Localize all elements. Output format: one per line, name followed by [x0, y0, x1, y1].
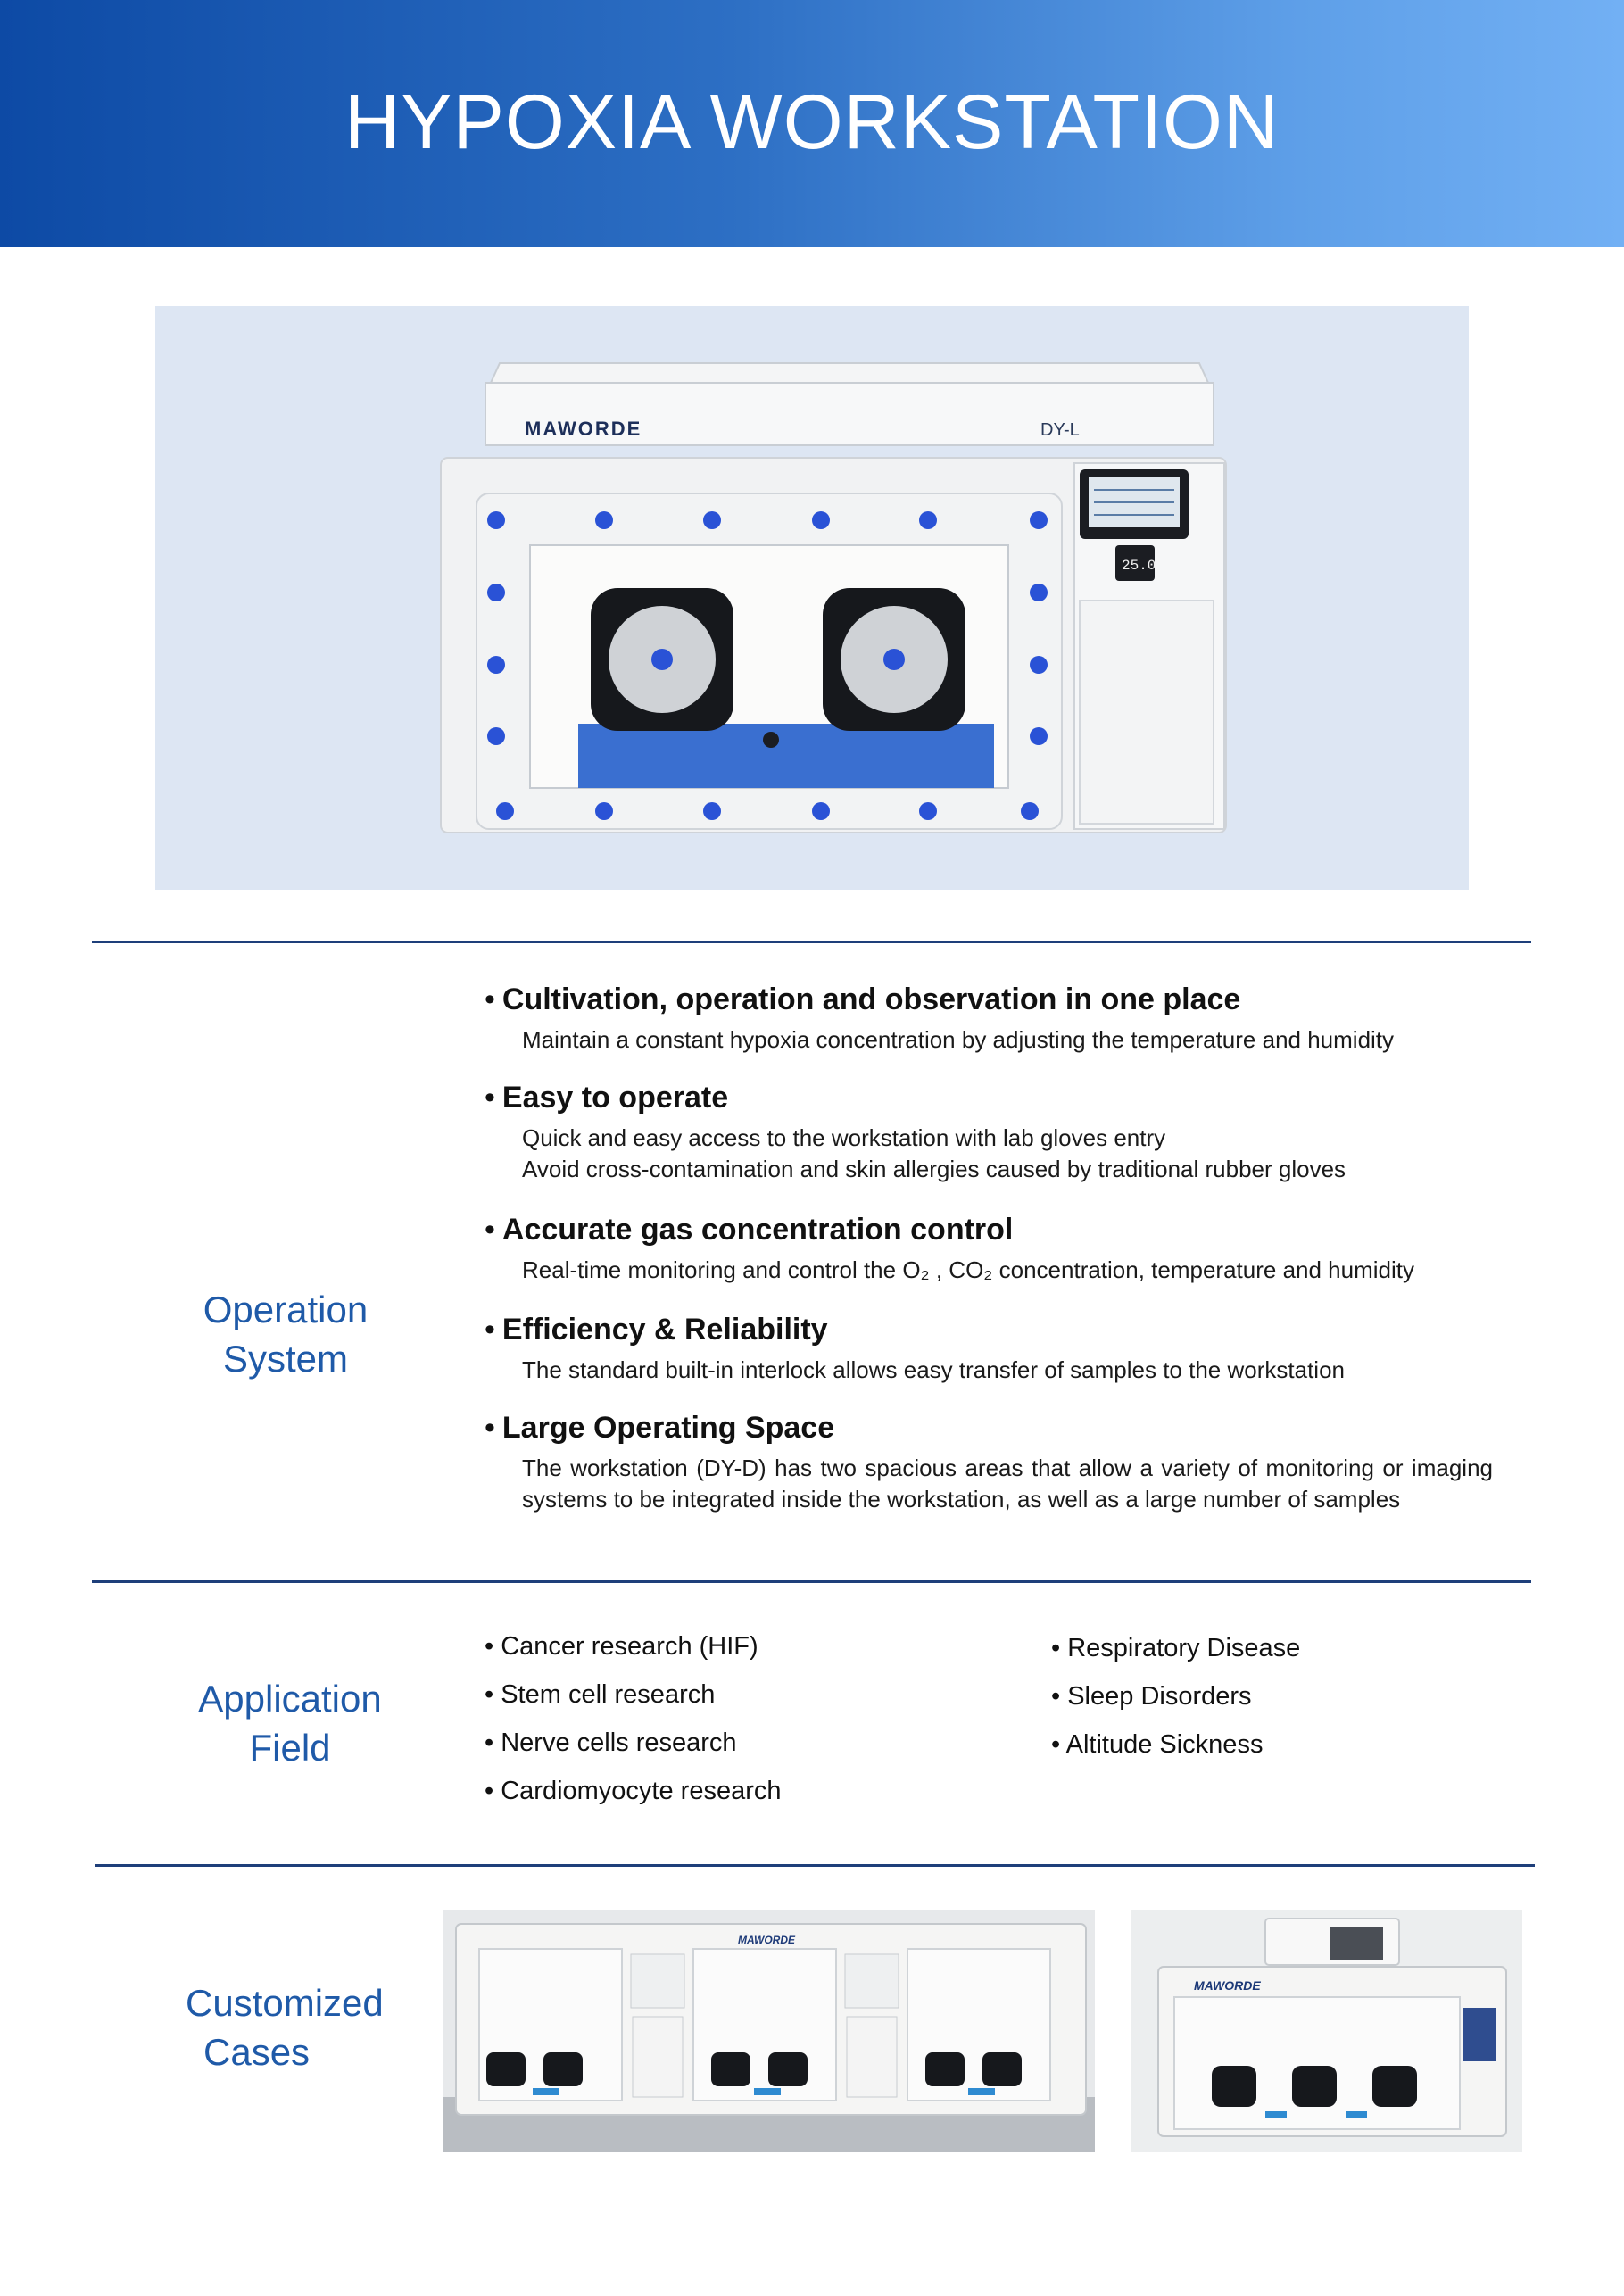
header-banner — [0, 0, 1624, 247]
list-item: • Respiratory Disease — [1051, 1634, 1301, 1662]
feature-item: • Cultivation, operation and observation in one place Maintain a constant hypoxia concentration by adjusting the temperature and humidity — [485, 982, 1493, 1056]
feature-item: • Easy to operate Quick and easy access to the workstation with lab gloves entry Avoid cross-contamination and skin allergies caused by traditional rubber gloves — [485, 1080, 1493, 1185]
application-list-right — [1051, 1633, 1300, 1778]
case-image-compact-workstation — [1131, 1910, 1522, 2152]
feature-description: Real-time monitoring and control the O₂ , CO₂ concentration, temperature and humidity — [522, 1256, 1414, 1283]
feature-title: Accurate gas concentration control — [501, 1213, 1014, 1247]
list-item: • Cardiomyocyte research — [485, 1777, 782, 1805]
page-title: HYPOXIA WORKSTATION — [344, 79, 1280, 165]
workstation-illustration — [155, 306, 1469, 890]
hero-brand-text: MAWORDE — [525, 418, 642, 440]
feature-title: Cultivation, operation and observation in one place — [501, 982, 1241, 1016]
section-divider — [95, 1864, 1535, 1867]
list-item: • Stem cell research — [485, 1680, 716, 1709]
hero-model-text: DY-L — [1040, 420, 1080, 440]
feature-item: • Large Operating Space The workstation (DY-D) has two spacious areas that allow a variety of monitoring or imaging systems to be integrated inside the workstation, as well as a large number of samples — [485, 1410, 1493, 1515]
feature-title: Easy to operate — [501, 1081, 729, 1115]
case-brand-text-2: MAWORDE — [1194, 1978, 1261, 1993]
feature-description: The standard built-in interlock allows easy transfer of samples to the workstation — [522, 1356, 1345, 1383]
compact-workstation-illustration — [1131, 1910, 1522, 2152]
triple-chamber-illustration — [443, 1910, 1095, 2152]
feature-title: Large Operating Space — [501, 1411, 835, 1445]
temperature-readout: 25.0 — [1122, 558, 1156, 574]
feature-description: Quick and easy access to the workstation with lab gloves entry Avoid cross-contamination and skin allergies caused by traditional rubber gloves — [522, 1124, 1346, 1182]
section-divider — [92, 941, 1531, 943]
section-divider — [92, 1580, 1531, 1583]
list-item: • Altitude Sickness — [1051, 1730, 1264, 1759]
feature-title: Efficiency & Reliability — [501, 1313, 828, 1347]
application-field-label: Application Field — [198, 1678, 382, 1769]
case-image-triple-chamber — [443, 1910, 1095, 2152]
application-list-left — [485, 1631, 782, 1824]
list-item: • Sleep Disorders — [1051, 1682, 1252, 1711]
feature-description: Maintain a constant hypoxia concentration by adjusting the temperature and humidity — [522, 1026, 1395, 1053]
feature-description: The workstation (DY-D) has two spacious areas that allow a variety of monitoring or imaging systems to be integrated inside the workstation, as well as a large number of samples — [522, 1455, 1493, 1513]
hero-product-image — [155, 306, 1469, 890]
case-brand-text: MAWORDE — [738, 1934, 795, 1946]
list-item: • Cancer research (HIF) — [485, 1632, 758, 1661]
feature-item: • Accurate gas concentration control Real-time monitoring and control the O₂ , CO₂ concentration, temperature and humidity — [485, 1212, 1493, 1286]
customized-cases-label: Customized Cases — [186, 1982, 384, 2073]
operation-system-label: Operation System — [203, 1289, 369, 1380]
list-item: • Nerve cells research — [485, 1728, 737, 1757]
feature-item: • Efficiency & Reliability The standard built-in interlock allows easy transfer of samples to the workstation — [485, 1312, 1493, 1386]
